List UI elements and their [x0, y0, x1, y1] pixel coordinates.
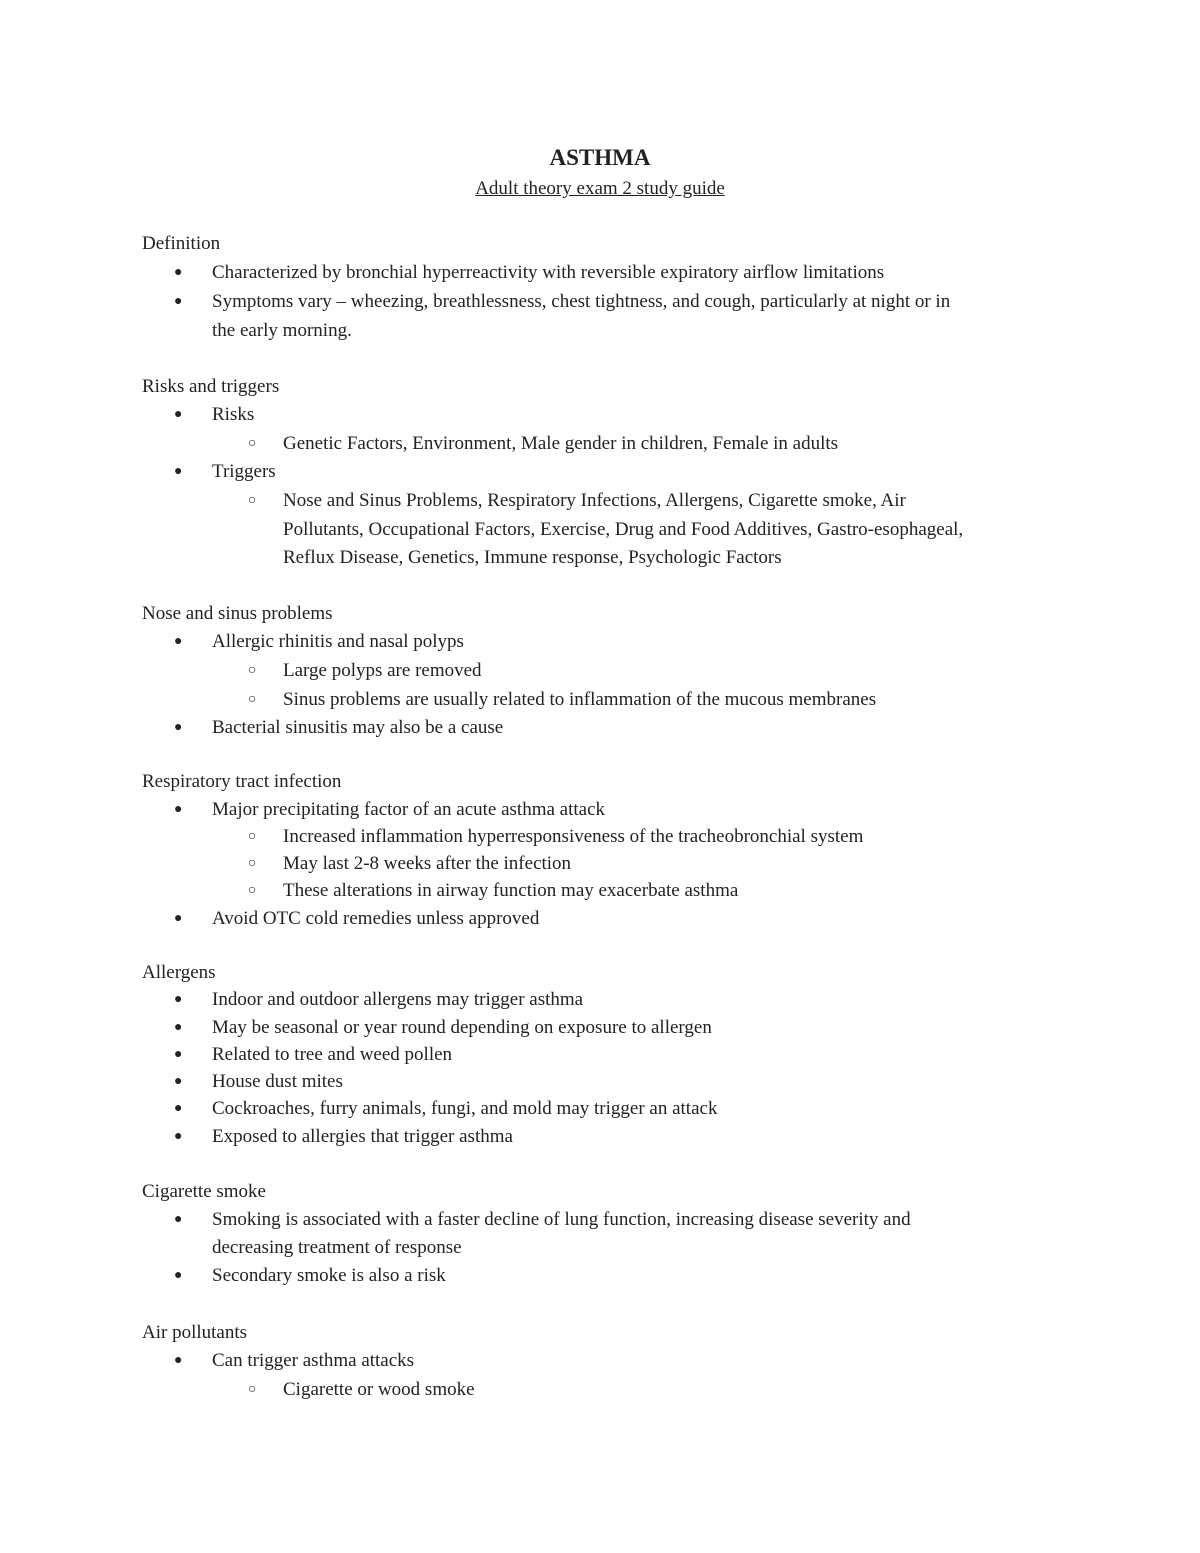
- sub-list-item: Large polyps are removed: [283, 660, 482, 681]
- list-item: Allergic rhinitis and nasal polyps: [212, 631, 464, 652]
- sub-list-item: Nose and Sinus Problems, Respiratory Infections, Allergens, Cigarette smoke, Air: [283, 490, 906, 511]
- bullet-icon: ●: [174, 634, 183, 649]
- section-heading-definition: Definition: [142, 233, 221, 254]
- list-item: Related to tree and weed pollen: [212, 1044, 453, 1065]
- bullet-icon: ●: [174, 407, 183, 422]
- bullet-icon: ●: [174, 1101, 183, 1116]
- section-heading-respiratory: Respiratory tract infection: [142, 771, 342, 792]
- list-item: Smoking is associated with a faster decline of lung function, increasing disease severity and: [212, 1209, 911, 1230]
- bullet-icon: ●: [174, 294, 183, 309]
- circle-bullet-icon: ○: [248, 856, 257, 871]
- list-item: Exposed to allergies that trigger asthma: [212, 1126, 513, 1147]
- bullet-icon: ●: [174, 1074, 183, 1089]
- bullet-icon: ●: [174, 1353, 183, 1368]
- sub-list-item: These alterations in airway function may exacerbate asthma: [283, 880, 739, 901]
- list-item: Major precipitating factor of an acute asthma attack: [212, 799, 606, 820]
- section-heading-nose: Nose and sinus problems: [142, 603, 333, 624]
- bullet-icon: ●: [174, 1020, 183, 1035]
- list-item: House dust mites: [212, 1071, 343, 1092]
- bullet-icon: ●: [174, 802, 183, 817]
- list-item: Bacterial sinusitis may also be a cause: [212, 717, 504, 738]
- list-item: Avoid OTC cold remedies unless approved: [212, 908, 540, 929]
- sub-list-item: Cigarette or wood smoke: [283, 1379, 475, 1400]
- sub-list-item: Increased inflammation hyperresponsiveness of the tracheobronchial system: [283, 826, 864, 847]
- bullet-icon: ●: [174, 992, 183, 1007]
- sub-list-item: Genetic Factors, Environment, Male gender in children, Female in adults: [283, 433, 839, 454]
- document-subtitle: Adult theory exam 2 study guide: [475, 178, 725, 199]
- list-item: Secondary smoke is also a risk: [212, 1265, 446, 1286]
- list-item: Characterized by bronchial hyperreactivity with reversible expiratory airflow limitations: [212, 262, 885, 283]
- list-item-continuation: decreasing treatment of response: [212, 1237, 462, 1258]
- list-item: Symptoms vary – wheezing, breathlessness, chest tightness, and cough, particularly at night or in: [212, 291, 951, 312]
- circle-bullet-icon: ○: [248, 436, 257, 451]
- bullet-icon: ●: [174, 1212, 183, 1227]
- list-item: Risks: [212, 404, 255, 425]
- sub-list-item-continuation: Pollutants, Occupational Factors, Exercise, Drug and Food Additives, Gastro-esophageal,: [283, 519, 964, 540]
- list-item: Cockroaches, furry animals, fungi, and mold may trigger an attack: [212, 1098, 718, 1119]
- document-title: ASTHMA: [549, 145, 651, 170]
- section-heading-risks: Risks and triggers: [142, 376, 280, 397]
- bullet-icon: ●: [174, 464, 183, 479]
- list-item: Triggers: [212, 461, 276, 482]
- bullet-icon: ●: [174, 1268, 183, 1283]
- list-item: May be seasonal or year round depending on exposure to allergen: [212, 1017, 712, 1038]
- circle-bullet-icon: ○: [248, 493, 257, 508]
- bullet-icon: ●: [174, 265, 183, 280]
- bullet-icon: ●: [174, 911, 183, 926]
- circle-bullet-icon: ○: [248, 692, 257, 707]
- sub-list-item-continuation: Reflux Disease, Genetics, Immune response, Psychologic Factors: [283, 547, 782, 568]
- sub-list-item: May last 2-8 weeks after the infection: [283, 853, 572, 874]
- circle-bullet-icon: ○: [248, 1382, 257, 1397]
- circle-bullet-icon: ○: [248, 883, 257, 898]
- list-item: Indoor and outdoor allergens may trigger asthma: [212, 989, 584, 1010]
- circle-bullet-icon: ○: [248, 829, 257, 844]
- section-heading-smoke: Cigarette smoke: [142, 1181, 266, 1202]
- list-item-continuation: the early morning.: [212, 320, 352, 341]
- bullet-icon: ●: [174, 1129, 183, 1144]
- section-heading-allergens: Allergens: [142, 962, 216, 983]
- sub-list-item: Sinus problems are usually related to inflammation of the mucous membranes: [283, 689, 877, 710]
- circle-bullet-icon: ○: [248, 663, 257, 678]
- bullet-icon: ●: [174, 720, 183, 735]
- section-heading-air: Air pollutants: [142, 1322, 248, 1343]
- list-item: Can trigger asthma attacks: [212, 1350, 415, 1371]
- bullet-icon: ●: [174, 1047, 183, 1062]
